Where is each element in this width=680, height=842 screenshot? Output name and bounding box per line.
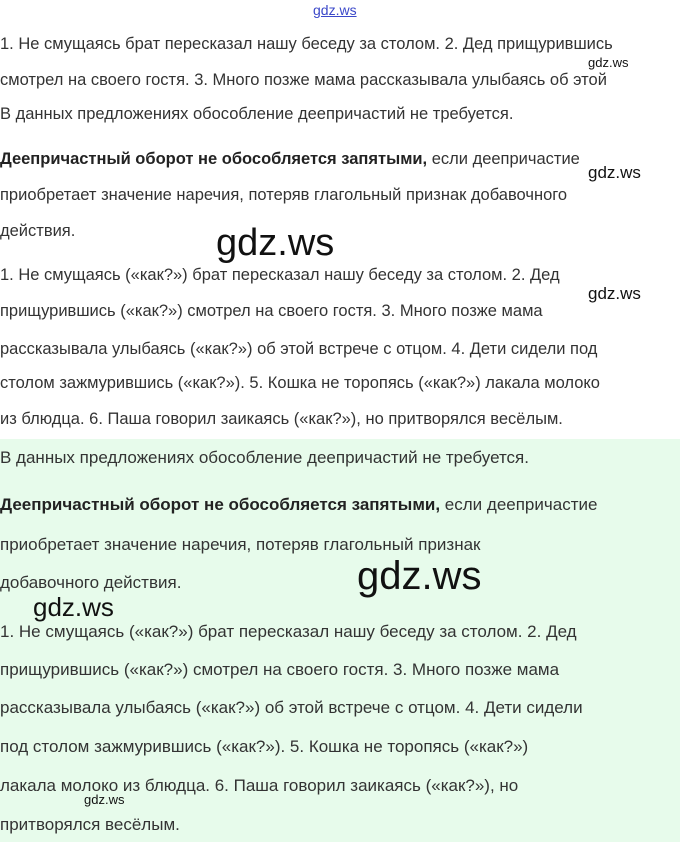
- rule-text: если деепричастие: [427, 150, 580, 168]
- text-line: из блюдца. 6. Паша говорил заикаясь («как?»), но притворялся весёлым.: [0, 410, 563, 428]
- text-line: В данных предложениях обособление деепричастий не требуется.: [0, 448, 529, 467]
- rule-bold-text: Деепричастный оборот не обособляется запятыми,: [0, 150, 428, 168]
- watermark: gdz.ws: [588, 55, 629, 70]
- text-line: рассказывала улыбаясь («как?») об этой встрече с отцом. 4. Дети сидели под: [0, 340, 598, 358]
- watermark: gdz.ws: [588, 163, 641, 182]
- text-line: смотрел на своего гостя. 3. Много позже мама рассказывала улыбаясь об этой: [0, 71, 607, 89]
- text-line: притворялся весёлым.: [0, 815, 180, 834]
- text-line: столом зажмурившись («как?»). 5. Кошка не торопясь («как?») лакала молоко: [0, 374, 600, 392]
- text-line: добавочного действия.: [0, 573, 182, 592]
- text-line: 1. Не смущаясь брат пересказал нашу беседу за столом. 2. Дед прищурившись: [0, 35, 613, 53]
- text-line: приобретает значение наречия, потеряв глагольный признак: [0, 535, 481, 554]
- watermark: gdz.ws: [33, 592, 114, 622]
- text-line: действия.: [0, 222, 76, 240]
- text-line: рассказывала улыбаясь («как?») об этой встрече с отцом. 4. Дети сидели: [0, 698, 583, 717]
- text-line: 1. Не смущаясь («как?») брат пересказал нашу беседу за столом. 2. Дед: [0, 622, 577, 641]
- rule-paragraph: [0, 150, 580, 169]
- watermark: gdz.ws: [588, 284, 641, 303]
- rule-paragraph: [0, 495, 597, 515]
- watermark: gdz.ws: [357, 554, 482, 598]
- text-line: 1. Не смущаясь («как?») брат пересказал нашу беседу за столом. 2. Дед: [0, 266, 560, 284]
- text-line: прищурившись («как?») смотрел на своего гостя. 3. Много позже мама: [0, 302, 543, 320]
- rule-bold-text: Деепричастный оборот не обособляется запятыми,: [0, 495, 441, 514]
- site-watermark-link[interactable]: gdz.ws: [313, 2, 357, 18]
- rule-text: если деепричастие: [440, 495, 598, 514]
- watermark: gdz.ws: [84, 792, 125, 807]
- text-line: под столом зажмурившись («как?»). 5. Кошка не торопясь («как?»): [0, 737, 529, 756]
- text-line: приобретает значение наречия, потеряв глагольный признак добавочного: [0, 186, 568, 204]
- text-line: прищурившись («как?») смотрел на своего гостя. 3. Много позже мама: [0, 660, 560, 679]
- watermark: gdz.ws: [216, 222, 335, 264]
- text-line: В данных предложениях обособление деепричастий не требуется.: [0, 105, 514, 123]
- text-line: лакала молоко из блюдца. 6. Паша говорил заикаясь («как?»), но: [0, 776, 519, 795]
